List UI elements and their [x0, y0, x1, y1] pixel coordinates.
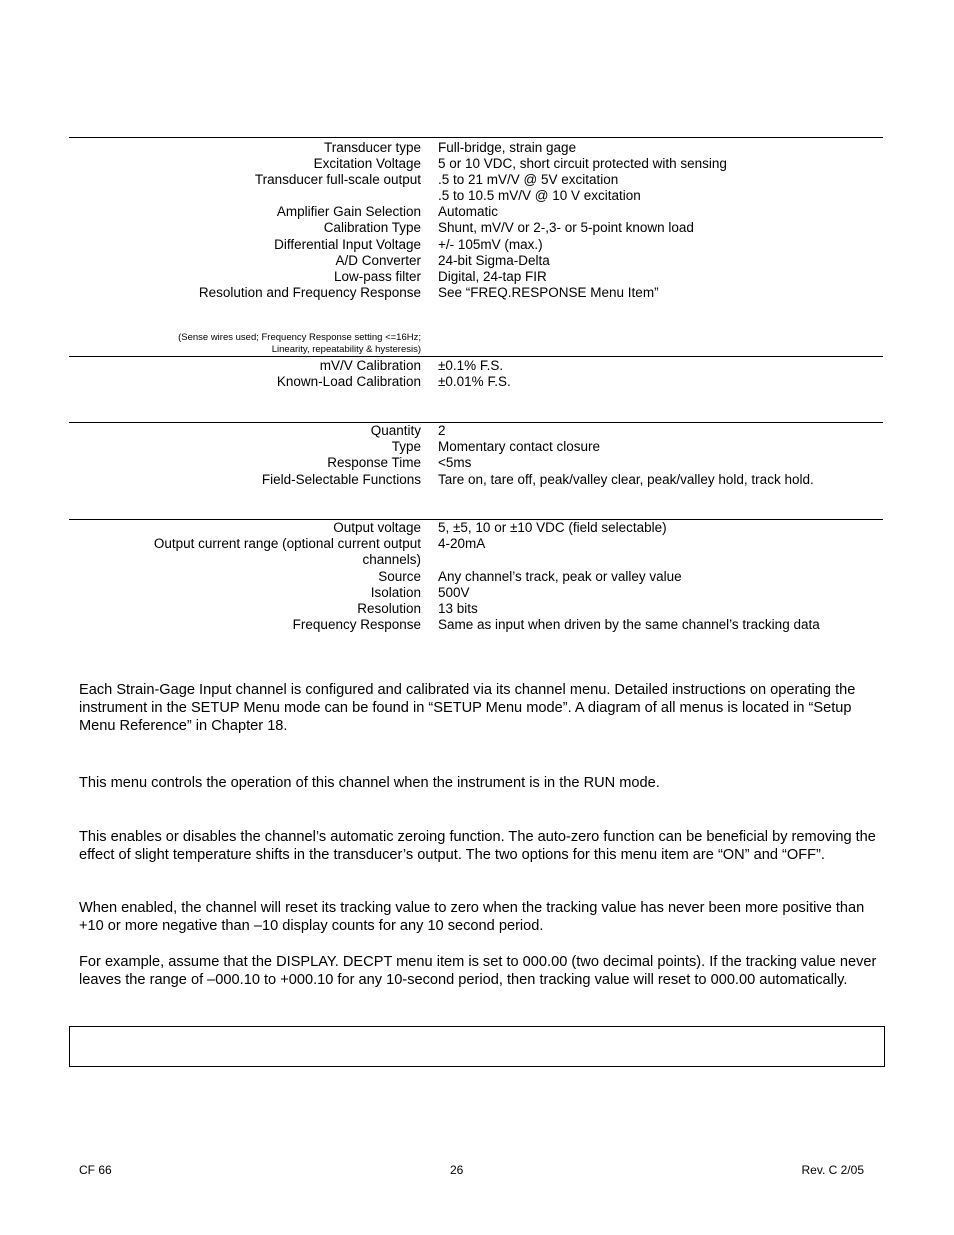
spec-value: Automatic	[438, 204, 499, 220]
spec-value: 2	[438, 423, 446, 438]
spec-row	[69, 220, 883, 236]
spec-row	[69, 156, 883, 172]
spec-label: Known-Load Calibration	[276, 373, 421, 389]
spec-label: mV/V Calibration	[319, 357, 421, 373]
spec-label: Output current range (optional current output channels)	[153, 536, 421, 568]
spec-label: Resolution	[357, 600, 421, 616]
spec-label: Calibration Type	[323, 220, 421, 236]
spec-value: Tare on, tare off, peak/valley clear, peak/valley hold, track hold.	[438, 471, 814, 487]
spec-value: ±0.1% F.S.	[438, 357, 504, 373]
intro-paragraph: Each Strain-Gage Input channel is configured and calibrated via its channel menu. Detailed instructions on operating the instrument in the SETUP Menu mode can be found in “SETUP Menu mode”. A diagram of all menus is located in “Setup Menu Reference” in Chapter 18.	[79, 682, 856, 734]
enabled-paragraph: When enabled, the channel will reset its tracking value to zero when the tracking value has never been more positive than +10 or more negative than –10 display counts for any 10 second period.	[79, 900, 865, 934]
spec-row	[69, 140, 883, 156]
spec-value: +/- 105mV (max.)	[438, 236, 543, 252]
spec-row	[69, 585, 883, 601]
spec-row	[69, 358, 883, 374]
spec-label: Low-pass filter	[333, 269, 421, 284]
spec-row	[69, 455, 883, 471]
spec-label: Source	[378, 568, 421, 584]
spec-row	[69, 601, 883, 617]
note-box	[69, 1026, 885, 1067]
spec-value: .5 to 21 mV/V @ 5V excitation	[438, 171, 619, 187]
spec-value: 24-bit Sigma-Delta	[438, 252, 550, 268]
spec-label: Response Time	[327, 455, 421, 471]
spec-label: Field-Selectable Functions	[261, 471, 421, 487]
spec-value: 13 bits	[438, 600, 478, 616]
accuracy-note-line: (Sense wires used; Frequency Response setting <=16Hz;	[178, 332, 421, 343]
spec-row	[69, 285, 883, 301]
spec-label: Quantity	[370, 423, 421, 438]
auto-zero-paragraph: This enables or disables the channel’s automatic zeroing function. The auto-zero function can be beneficial by removing the effect of slight temperature shifts in the transducer’s output. The two options for this menu item are “ON” and “OFF”.	[79, 829, 876, 863]
footer-doc-id: CF 66	[79, 1163, 112, 1177]
accuracy-spec-table	[69, 356, 883, 390]
spec-value: Same as input when driven by the same channel’s tracking data	[438, 617, 820, 633]
spec-label: Frequency Response	[292, 617, 421, 633]
spec-row	[69, 569, 883, 585]
spec-row	[69, 204, 883, 220]
spec-row	[69, 237, 883, 253]
spec-row	[69, 439, 883, 455]
spec-row	[69, 253, 883, 269]
spec-label: Amplifier Gain Selection	[276, 204, 421, 220]
spec-label: Isolation	[370, 584, 421, 600]
spec-value: Shunt, mV/V or 2-,3- or 5-point known load	[438, 220, 694, 236]
control-input-spec-table	[69, 422, 883, 488]
spec-label: Differential Input Voltage	[274, 236, 421, 252]
example-paragraph: For example, assume that the DISPLAY. DECPT menu item is set to 000.00 (two decimal points). If the tracking value never leaves the range of –000.10 to +000.10 for any 10-second period, then tracking value will reset to 000.00 automatically.	[79, 954, 877, 988]
spec-value: Momentary contact closure	[438, 439, 601, 455]
spec-label: Transducer type	[323, 139, 421, 155]
spec-row	[69, 617, 883, 633]
spec-value: 500V	[438, 584, 470, 600]
spec-row	[69, 374, 883, 390]
spec-label: Resolution and Frequency Response	[198, 285, 421, 301]
spec-label: Output voltage	[333, 520, 421, 535]
accuracy-note	[101, 332, 421, 355]
spec-value: Full-bridge, strain gage	[438, 139, 577, 155]
spec-value: <5ms	[438, 455, 472, 471]
spec-row	[69, 520, 883, 536]
spec-row	[69, 269, 883, 285]
spec-row	[69, 536, 883, 568]
run-menu-paragraph: This menu controls the operation of this channel when the instrument is in the RUN mode.	[79, 775, 660, 791]
footer-page-number: 26	[450, 1163, 464, 1177]
spec-value: 5, ±5, 10 or ±10 VDC (field selectable)	[438, 520, 667, 535]
spec-value: .5 to 10.5 mV/V @ 10 V excitation	[438, 188, 641, 204]
spec-row	[69, 172, 883, 188]
analog-output-spec-table	[69, 519, 883, 633]
spec-value: See “FREQ.RESPONSE Menu Item”	[438, 285, 659, 301]
spec-label: Type	[391, 439, 421, 455]
spec-row	[69, 472, 883, 488]
spec-value: Any channel’s track, peak or valley value	[438, 568, 682, 584]
spec-label: A/D Converter	[335, 252, 421, 268]
spec-row	[69, 423, 883, 439]
spec-value: Digital, 24-tap FIR	[438, 269, 547, 284]
accuracy-note-line: Linearity, repeatability & hysteresis)	[271, 343, 421, 355]
spec-label: Transducer full-scale output	[254, 171, 421, 187]
footer-revision: Rev. C 2/05	[801, 1163, 864, 1177]
spec-value: ±0.01% F.S.	[438, 373, 511, 389]
spec-value: 4-20mA	[438, 536, 486, 552]
spec-value: 5 or 10 VDC, short circuit protected with sensing	[438, 155, 727, 171]
input-spec-table	[69, 137, 883, 301]
spec-row	[69, 188, 883, 204]
spec-label: Excitation Voltage	[313, 155, 421, 171]
